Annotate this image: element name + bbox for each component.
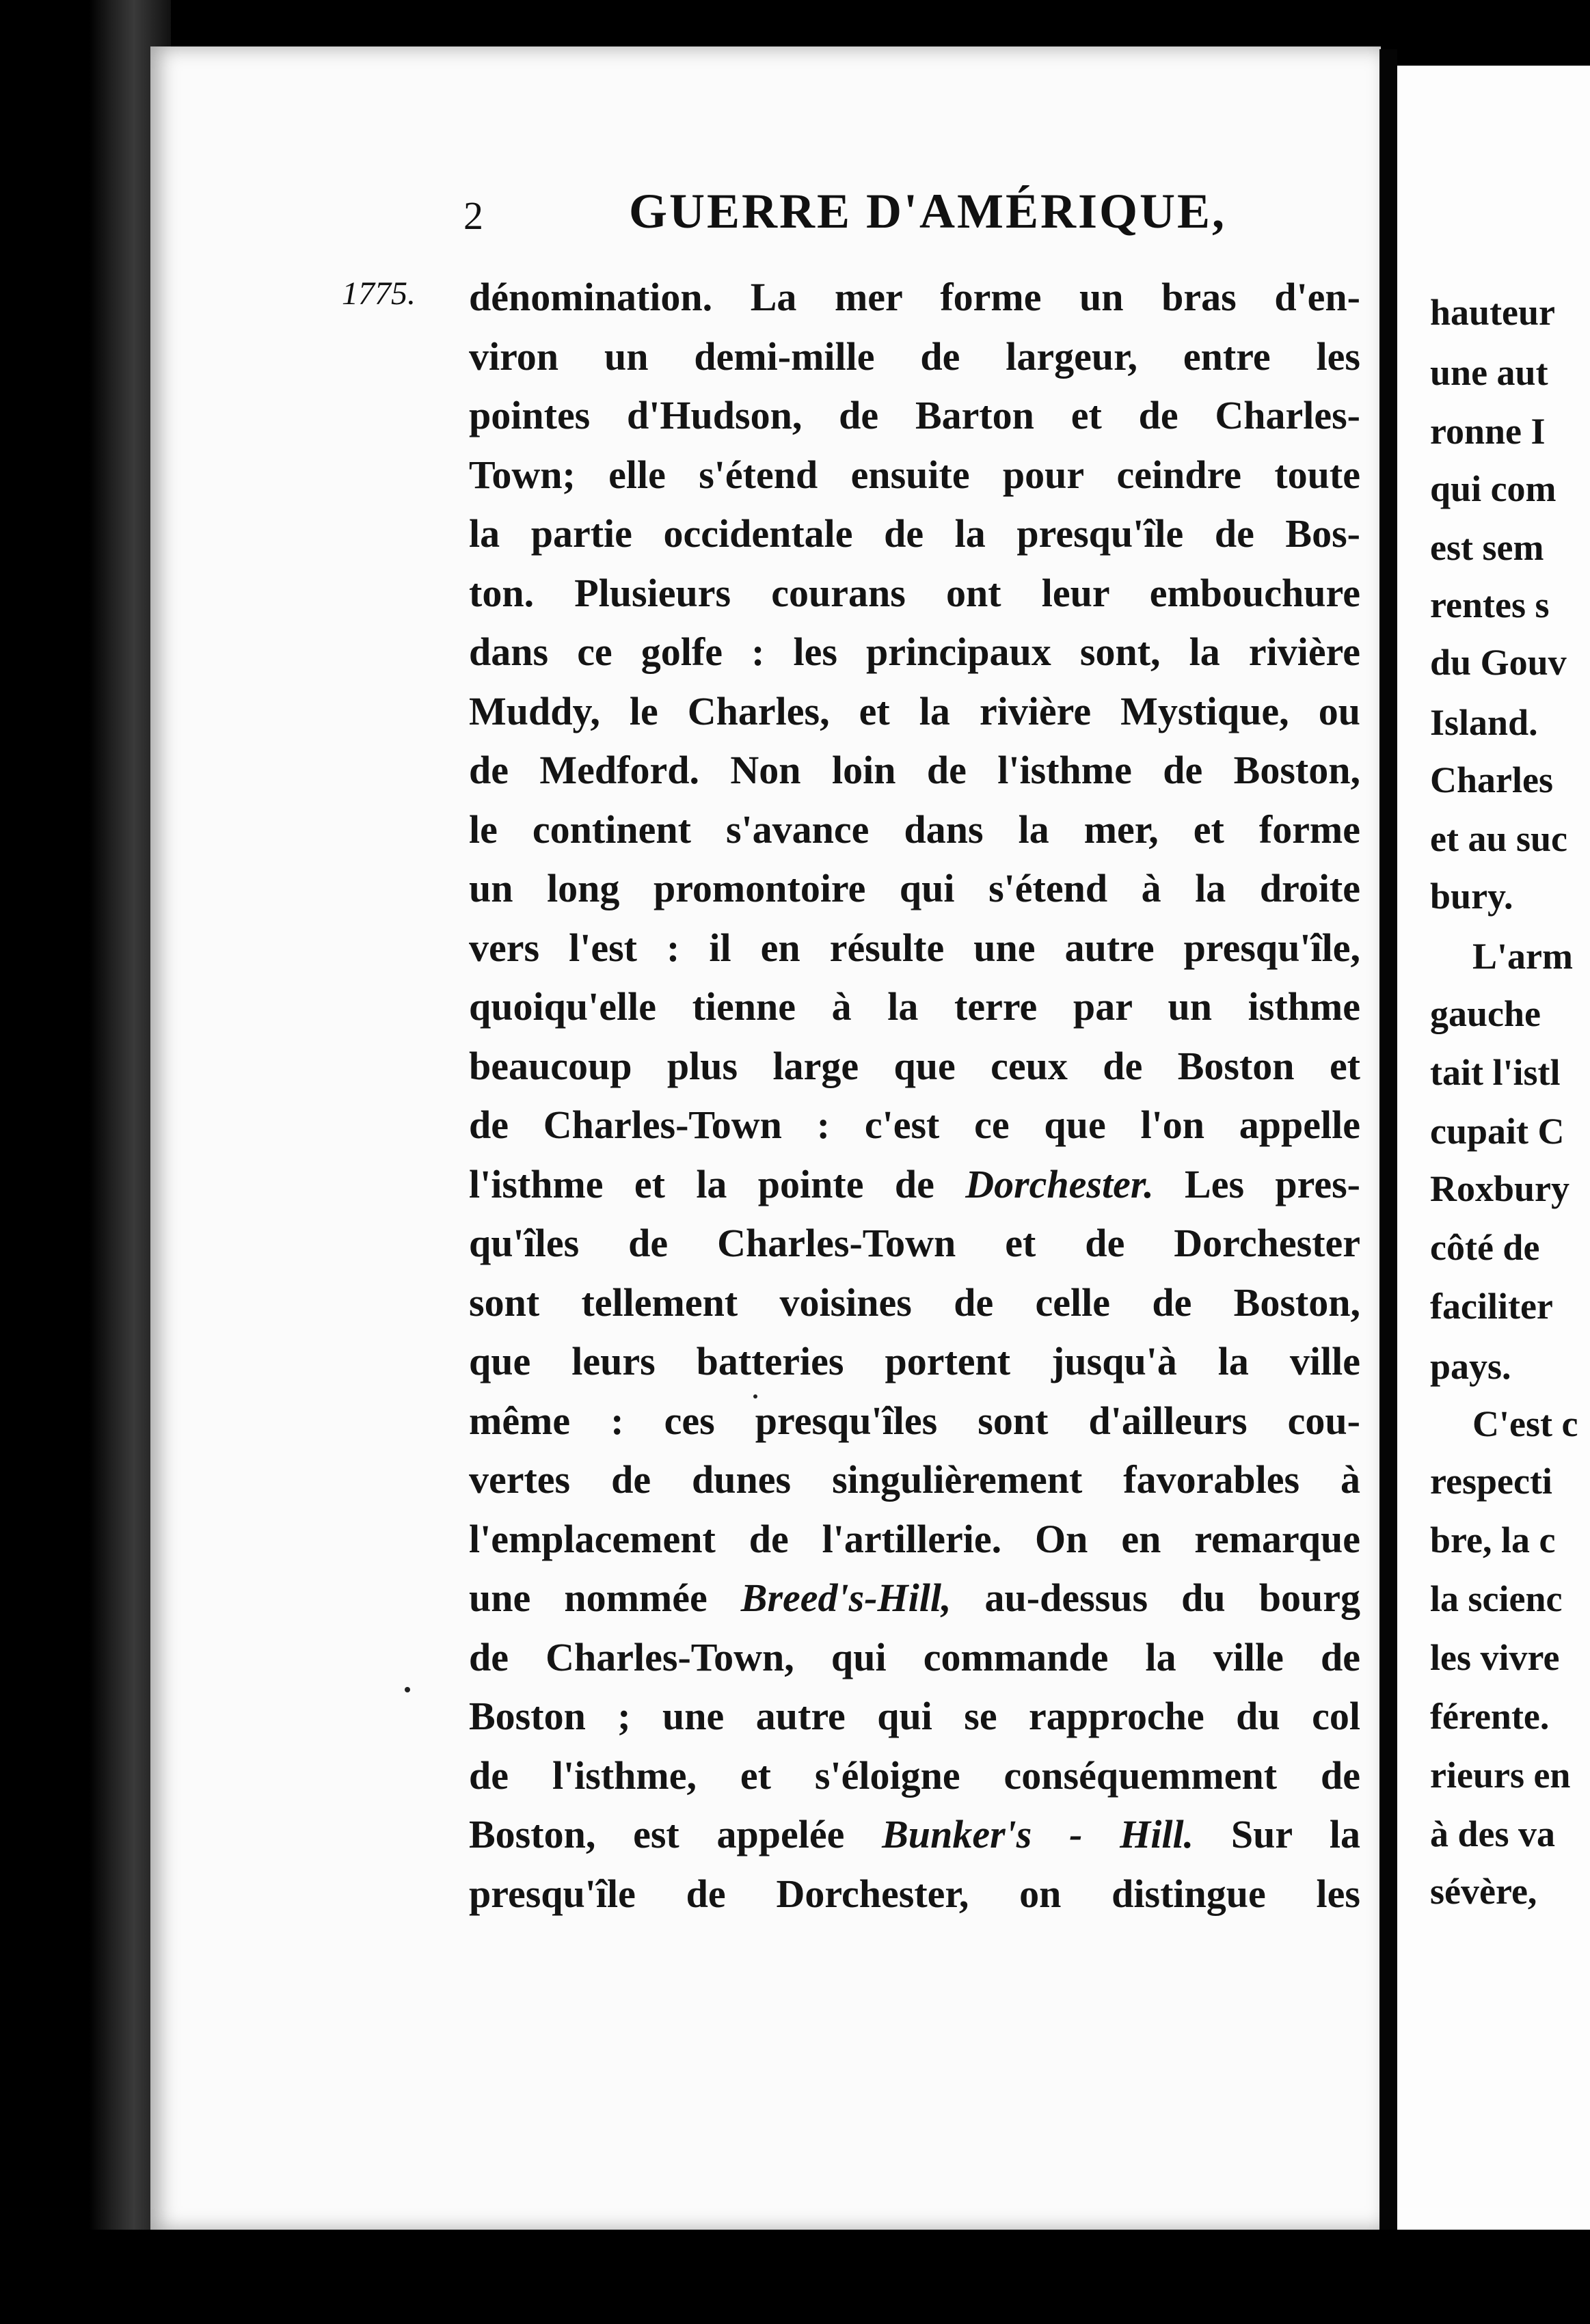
page-number: 2 — [463, 193, 483, 238]
text-line: dénomination. La mer forme un bras d'en- — [469, 275, 1360, 319]
page-gutter — [1379, 49, 1397, 2234]
facing-text-line: L'arm — [1472, 936, 1573, 977]
facing-text-line: la scienc — [1430, 1578, 1563, 1619]
facing-text-line: rentes s — [1430, 584, 1550, 625]
text-segment: l'isthme et la pointe de — [469, 1161, 966, 1206]
facing-text-line: ronne I — [1430, 411, 1546, 452]
text-segment: Boston, est appelée — [469, 1812, 882, 1856]
text-line: Boston ; une autre qui se rapproche du col — [469, 1694, 1360, 1738]
text-segment: Les pres- — [1153, 1161, 1360, 1206]
text-line: un long promontoire qui s'étend à la droite — [469, 866, 1360, 910]
italic-place-name: Bunker's - Hill. — [882, 1812, 1194, 1856]
italic-place-name: Breed's-Hill, — [740, 1576, 952, 1620]
facing-text-line: férente. — [1430, 1696, 1550, 1737]
running-header-title: GUERRE D'AMÉRIQUE, — [629, 184, 1227, 239]
text-segment: Sur la — [1194, 1812, 1360, 1856]
text-line: de Charles-Town, qui commande la ville de — [469, 1634, 1360, 1679]
text-line: dans ce golfe : les principaux sont, la rivière — [469, 630, 1360, 674]
text-line: pointes d'Hudson, de Barton et de Charles- — [469, 393, 1360, 437]
text-line-with-italic — [469, 1805, 1360, 1865]
facing-text-line: une aut — [1430, 352, 1548, 393]
facing-text-line: bre, la c — [1430, 1519, 1556, 1560]
facing-text-line: respecti — [1430, 1461, 1552, 1502]
text-line: Muddy, le Charles, et la rivière Mystique, ou — [469, 688, 1360, 733]
facing-text-line: pays. — [1430, 1346, 1511, 1387]
text-line: de l'isthme, et s'éloigne conséquemment de — [469, 1753, 1360, 1798]
italic-place-name: Dorchester. — [965, 1161, 1154, 1206]
text-segment: au-dessus du bourg — [951, 1576, 1360, 1620]
facing-text-line: est sem — [1430, 527, 1544, 568]
text-line: ton. Plusieurs courans ont leur embouchure — [469, 570, 1360, 615]
text-line: de Medford. Non loin de l'isthme de Boston, — [469, 748, 1360, 792]
facing-page-fragment — [1397, 66, 1590, 2287]
facing-text-line: Island. — [1430, 702, 1538, 743]
margin-year-note: 1775. — [342, 275, 416, 312]
facing-text-line: Roxbury — [1430, 1168, 1570, 1209]
facing-text-line: gauche — [1430, 993, 1541, 1034]
text-line: même : ces presqu'îles sont d'ailleurs cou- — [469, 1398, 1360, 1443]
text-line: vers l'est : il en résulte une autre presqu'île, — [469, 925, 1360, 970]
facing-text-line: C'est c — [1472, 1403, 1578, 1444]
ink-speck — [405, 1687, 410, 1692]
facing-text-line: rieurs en — [1430, 1755, 1571, 1796]
facing-text-line: côté de — [1430, 1227, 1540, 1268]
facing-text-line: faciliter — [1430, 1286, 1553, 1327]
facing-text-line: hauteur — [1430, 292, 1556, 333]
text-line: quoiqu'elle tienne à la terre par un isthme — [469, 984, 1360, 1029]
text-line-with-italic — [469, 1155, 1360, 1215]
text-line: qu'îles de Charles-Town et de Dorchester — [469, 1221, 1360, 1265]
facing-text-line: qui com — [1430, 468, 1557, 509]
text-line: la partie occidentale de la presqu'île de Bos- — [469, 511, 1360, 556]
text-line: l'emplacement de l'artillerie. On en remarque — [469, 1516, 1360, 1561]
text-line-with-italic — [469, 1569, 1360, 1628]
facing-text-line: tait l'istl — [1430, 1052, 1561, 1093]
ink-speck — [753, 1394, 757, 1399]
text-line: vertes de dunes singulièrement favorables à — [469, 1457, 1360, 1502]
text-line: Town; elle s'étend ensuite pour ceindre toute — [469, 452, 1360, 497]
text-line: beaucoup plus large que ceux de Boston et — [469, 1043, 1360, 1088]
body-paragraph — [469, 268, 1360, 1923]
facing-text-line: et au suc — [1430, 818, 1567, 859]
text-segment: une nommée — [469, 1576, 741, 1620]
facing-text-line: bury. — [1430, 876, 1513, 917]
text-line: le continent s'avance dans la mer, et forme — [469, 807, 1360, 852]
text-line: viron un demi-mille de largeur, entre les — [469, 334, 1360, 379]
facing-text-line: les vivre — [1430, 1637, 1560, 1678]
text-line: presqu'île de Dorchester, on distingue les — [469, 1871, 1360, 1916]
facing-text-line: à des va — [1430, 1813, 1556, 1854]
text-line: sont tellement voisines de celle de Boston, — [469, 1280, 1360, 1325]
facing-text-line: cupait C — [1430, 1111, 1565, 1152]
text-line: de Charles-Town : c'est ce que l'on appelle — [469, 1103, 1360, 1147]
facing-text-line: sévère, — [1430, 1871, 1537, 1912]
facing-text-line: du Gouv — [1430, 642, 1567, 683]
text-line: que leurs batteries portent jusqu'à la ville — [469, 1339, 1360, 1383]
scan-bottom-border — [0, 2230, 1590, 2324]
facing-text-line: Charles — [1430, 759, 1553, 800]
